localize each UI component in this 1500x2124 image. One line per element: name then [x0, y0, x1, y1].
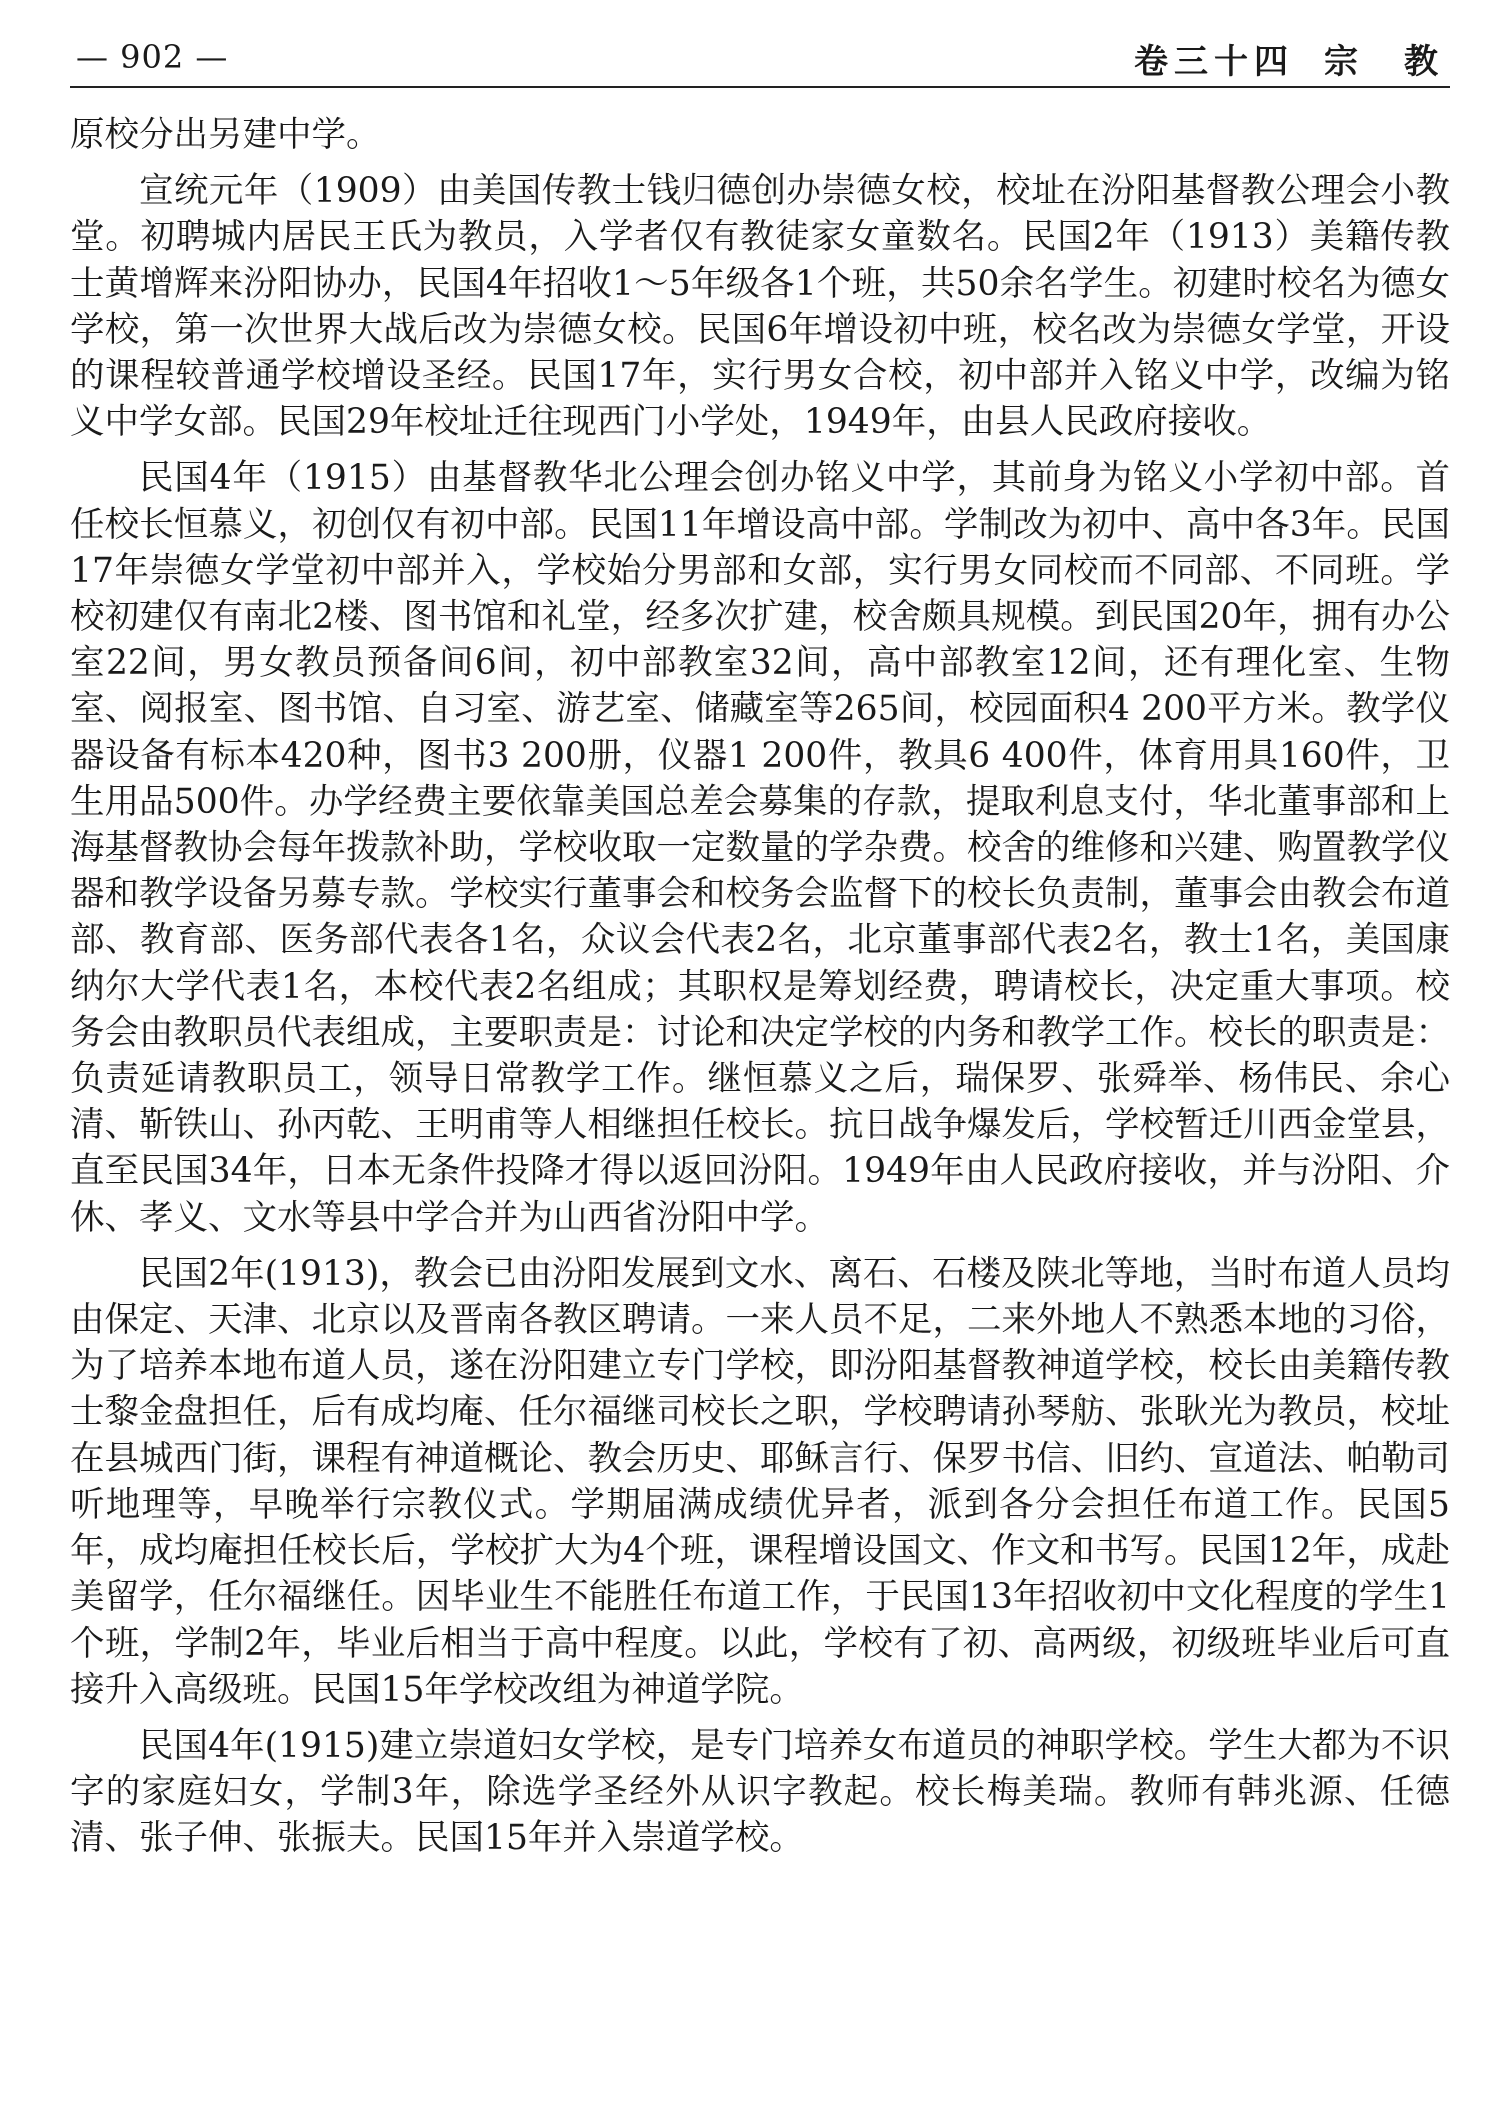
document-page — [70, 28, 1450, 2088]
paragraph-continuation: 原校分出另建中学。 — [70, 115, 381, 155]
running-head — [1134, 34, 1444, 83]
page-header — [70, 28, 1450, 88]
paragraph-mingyi-middle-school: 民国4年（1915）由基督教华北公理会创办铭义中学，其前身为铭义小学初中部。首任校长恒慕义，初创仅有初中部。民国11年增设高中部。学制改为初中、高中各3年。民国17年崇德女学堂初中部并入，学校始分男部和女部，实行男女同校而不同部、不同班。学校初建仅有南北2楼、图书馆和礼堂，经多次扩建，校舍颇具规模。到民国20年，拥有办公室22间，男女教员预备间6间，初中部教室32间，高中部教室12间，还有理化室、生物室、阅报室、图书馆、自习室、游艺室、储藏室等265间，校园面积4 200平方米。教学仪器设备有标本420种，图书3 200册，仪器1 200件，教具6 400件，体育用具160件，卫生用品500件。办学经费主要依靠美国总差会募集的存款，提取利息支付，华北董事部和上海基督教协会每年拨款补助，学校收取一定数量的学杂费。校舍的维修和兴建、购置教学仪器和教学设备另募专款。学校实行董事会和校务会监督下的校长负责制，董事会由教会布道部、教育部、医务部代表各1名，众议会代表2名，北京董事部代表2名，教士1名，美国康纳尔大学代表1名，本校代表2名组成；其职权是筹划经费，聘请校长，决定重大事项。校务会由教职员代表组成，主要职责是：讨论和决定学校的内务和教学工作。校长的职责是：负责延请教职员工，领导日常教学工作。继恒慕义之后，瑞保罗、张舜举、杨伟民、余心清、靳铁山、孙丙乾、王明甫等人相继担任校长。抗日战争爆发后，学校暂迁川西金堂县，直至民国34年，日本无条件投降才得以返回汾阳。1949年由人民政府接收，并与汾阳、介休、孝义、文水等县中学合并为山西省汾阳中学。 — [70, 458, 1450, 1238]
paragraph-theological-school: 民国2年(1913)，教会已由汾阳发展到文水、离石、石楼及陕北等地，当时布道人员均由保定、天津、北京以及晋南各教区聘请。一来人员不足，二来外地人不熟悉本地的习俗，为了培养本地布道人员，遂在汾阳建立专门学校，即汾阳基督教神道学校，校长由美籍传教士黎金盘担任，后有成均庵、任尔福继司校长之职，学校聘请孙琴舫、张耿光为教员，校址在县城西门街，课程有神道概论、教会历史、耶稣言行、保罗书信、旧约、宣道法、帕勒司听地理等，早晚举行宗教仪式。学期届满成绩优异者，派到各分会担任布道工作。民国5年，成均庵担任校长后，学校扩大为4个班，课程增设国文、作文和书写。民国12年，成赴美留学，任尔福继任。因毕业生不能胜任布道工作，于民国13年招收初中文化程度的学生1个班，学制2年，毕业后相当于高中程度。以此，学校有了初、高两级，初级班毕业后可直接升入高级班。民国15年学校改组为神道学院。 — [70, 1253, 1450, 1710]
paragraph-chongde-girls-school: 宣统元年（1909）由美国传教士钱归德创办崇德女校，校址在汾阳基督教公理会小教堂。初聘城内居民王氏为教员，入学者仅有教徒家女童数名。民国2年（1913）美籍传教士黄增辉来汾阳协办，民国4年招收1～5年级各1个班，共50余名学生。初建时校名为德女学校，第一次世界大战后改为崇德女校。民国6年增设初中班，校名改为崇德女学堂，开设的课程较普通学校增设圣经。民国17年，实行男女合校，初中部并入铭义中学，改编为铭义中学女部。民国29年校址迁往现西门小学处，1949年，由县人民政府接收。 — [70, 171, 1450, 443]
body-text — [70, 112, 1450, 1862]
section-label: 宗 教 — [1324, 42, 1444, 82]
paragraph-women-school: 民国4年(1915)建立崇道妇女学校，是专门培养女布道员的神职学校。学生大都为不识字的家庭妇女，学制3年，除选学圣经外从识字教起。校长梅美瑞。教师有韩兆源、任德清、张子伸、张振夫。民国15年并入崇道学校。 — [70, 1725, 1450, 1859]
volume-label: 卷三十四 — [1134, 42, 1294, 82]
page-number: — 902 — — [76, 38, 229, 76]
